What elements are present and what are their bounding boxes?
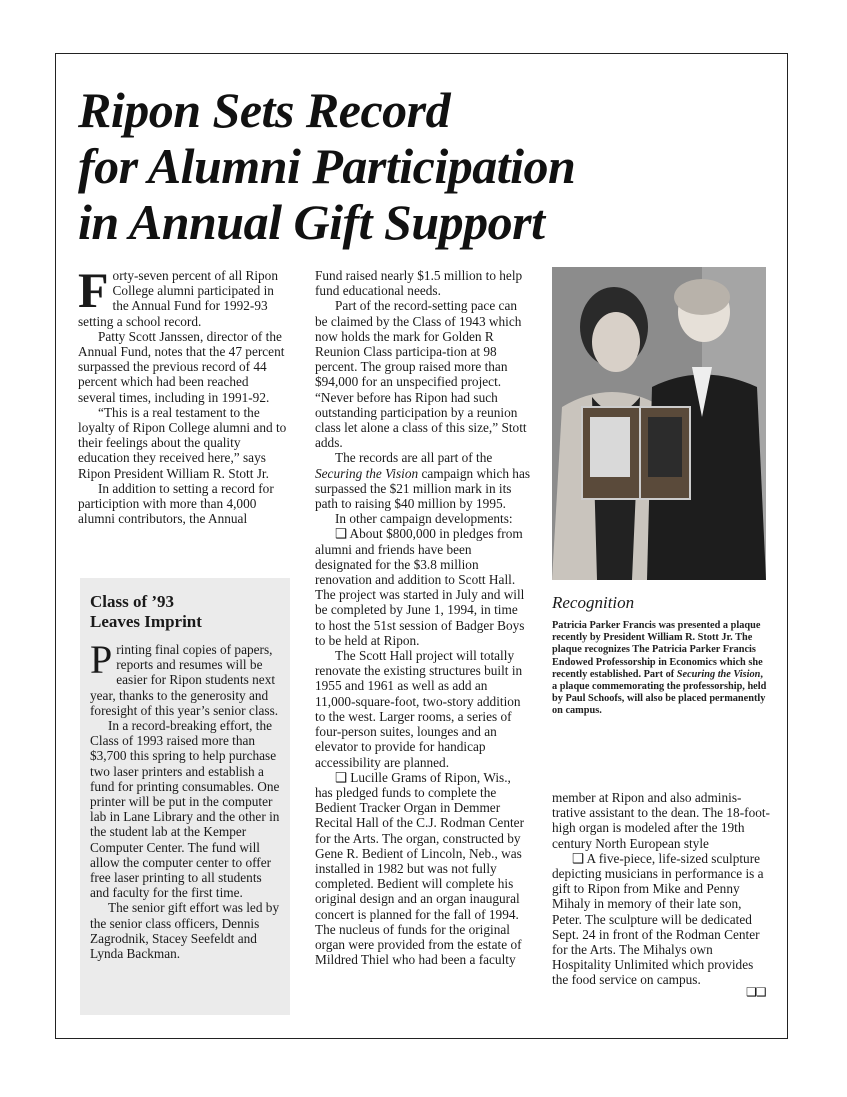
- paragraph: [78, 262, 288, 329]
- paragraph: Patty Scott Janssen, director of the Annual Fund, notes that the 47 percent surpassed the previous record of 44 percent which had been reached several times, including in 1991-92.: [78, 328, 285, 405]
- title-line: Ripon Sets Record: [78, 82, 451, 138]
- end-mark-icon: ❑❑: [746, 985, 766, 999]
- column-2: [315, 268, 531, 967]
- paragraph: The senior gift effort was led by the senior class officers, Dennis Zagrodnik, Stacey Seefeldt and Lynda Backman.: [90, 900, 280, 962]
- paragraph: In other campaign developments:: [335, 511, 513, 527]
- paragraph-text: orty-seven percent of all Ripon College alumni participated in the Annual Fund for 1992-93 setting a school record.: [78, 268, 278, 329]
- title-line: in Annual Gift Support: [78, 194, 545, 250]
- photo-caption: [552, 620, 770, 718]
- paragraph: The Scott Hall project will totally renovate the existing structures built in 1955 and 1961 as well as add an 11,000-square-foot, two-story addition to the west. Larger rooms, a series of four-person suites, lounges and an elevator to provide for handicap accessibility are planned.: [315, 648, 523, 770]
- paragraph-text: campaign which has surpassed the $21 million mark in its path to raising $40 million by 1995.: [315, 465, 531, 512]
- paragraph: [315, 450, 531, 511]
- paragraph: ❑ Lucille Grams of Ripon, Wis., has pledged funds to complete the Bedient Tracker Organ in Demmer Recital Hall of the C.J. Rodman Center for the Arts. The organ, constructed by Gene R. Bedient of Lincoln, Neb., was installed in 1982 but was not fully completed. Bedient will complete his original design and an organ inaugural concert is planned for the fall of 1994. The nucleus of funds for the original organ were provided from the estate of Mildred Thiel who had been a faculty: [315, 769, 525, 968]
- paragraph: ❑ A five-piece, life-sized sculpture depicting musicians in performance is a gift to Ripon from Mike and Penny Mihaly in memory of their late son, Peter. The sculpture will be dedicated Sept. 24 in front of the Rodman Center for the Arts. The Mihalys own Hospitality Unlimited which provides the food service on campus.: [552, 850, 764, 988]
- paragraph: member at Ripon and also adminis-trative assistant to the dean. The 18-foot-high organ is modeled after the 19th century North European style: [552, 790, 770, 851]
- paragraph: Part of the record-setting pace can be claimed by the Class of 1943 which now holds the mark for Golden R Reunion Class participa-tion at 98 percent. The group raised more than $94,000 for an unspecified project. “Never before has Ripon had such outstanding participation by a reunion class let alone a class of this size,” Stott adds.: [315, 298, 527, 451]
- caption-text: , a plaque commemorating the professorship, held by Paul Schoofs, will also be placed permanently on campus.: [552, 668, 767, 717]
- paragraph: ❑ About $800,000 in pledges from alumni and friends have been designated for the $3.8 million renovation and addition to Scott Hall. The project was started in July and will be completed by June 1, 1994, in time to host the 51st session of Badger Boys to be held at Ripon.: [315, 526, 525, 648]
- title-line: for Alumni Participation: [78, 138, 576, 194]
- article-title: [78, 82, 678, 250]
- column-1: [78, 262, 288, 527]
- heading-line: Leaves Imprint: [90, 612, 202, 631]
- paragraph: Fund raised nearly $1.5 million to help fund educational needs.: [315, 268, 523, 299]
- photo-heading: Recognition: [552, 593, 635, 612]
- campaign-name: Securing the Vision: [315, 465, 419, 481]
- heading-line: Class of ’93: [90, 592, 175, 611]
- paragraph-text: The records are all part of the: [335, 450, 493, 466]
- campaign-name: Securing the Vision: [676, 668, 761, 680]
- drop-cap: P: [90, 637, 113, 682]
- paragraph: “This is a real testament to the loyalty of Ripon College alumni and to their feelings about the quality education they received here,” says Ripon President William R. Stott Jr.: [78, 404, 287, 481]
- caption-text: Patricia Parker Francis was presented a plaque recently by President William R. Stott Jr. The plaque recognizes The Patricia Parker Francis Endowed Professorship in Economics which she recently established. Part of: [552, 620, 763, 680]
- photo-recognition: [552, 267, 766, 580]
- paragraph: In a record-breaking effort, the Class of 1993 raised more than $3,700 this spring to help purchase two laser printers and establish a fund for printing consumables. One printer will be put in the computer lab in Lane Library and the other in the student lab at the Kemper Computer Center. The fund will allow the computer center to offer free laser printing to all students and faculty for the first time.: [90, 718, 280, 901]
- sidebar-box: [80, 578, 290, 1015]
- drop-cap: F: [78, 262, 109, 318]
- column-3: [552, 790, 770, 988]
- paragraph: In addition to setting a record for particiption with more than 4,000 alumni contributors, the Annual: [78, 480, 274, 527]
- paragraph: [90, 637, 280, 718]
- sidebar-heading: [90, 592, 280, 632]
- paragraph-text: rinting final copies of papers, reports and resumes will be easier for Ripon students next year, thanks to the generosity and foresight of this year’s senior class.: [90, 642, 279, 718]
- people-with-plaque-image: [552, 267, 766, 580]
